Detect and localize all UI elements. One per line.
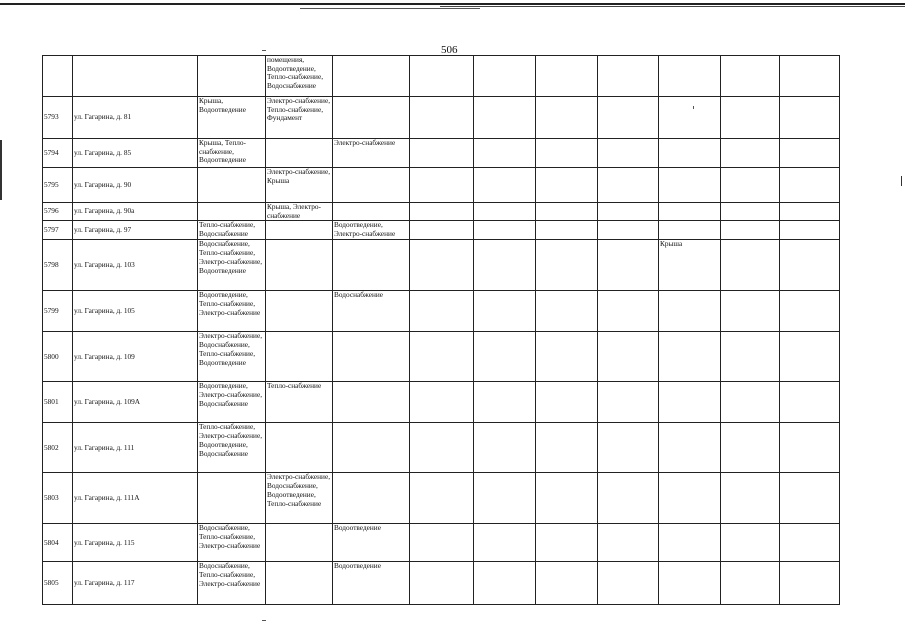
- table-row: [43, 240, 840, 291]
- empty-cell: [780, 203, 840, 221]
- empty-cell: [780, 97, 840, 139]
- works-cell: [266, 139, 333, 168]
- works-cell: Водоснабжение, Тепло-снабжение, Электро-снабжение: [198, 524, 266, 562]
- works-cell: [659, 562, 721, 605]
- address-cell: ул. Гагарина, д. 85: [73, 139, 198, 168]
- works-cell: Электро-снабжение, Тепло-снабжение, Фундамент: [266, 97, 333, 139]
- empty-cell: [598, 524, 659, 562]
- empty-cell: [536, 382, 598, 423]
- empty-cell: [410, 423, 474, 473]
- empty-cell: [536, 473, 598, 524]
- empty-cell: [536, 56, 598, 97]
- empty-cell: [536, 221, 598, 240]
- empty-cell: [721, 97, 780, 139]
- table-row: [43, 291, 840, 332]
- scan-edge-mark: [0, 140, 2, 200]
- empty-cell: [780, 139, 840, 168]
- empty-cell: [474, 168, 536, 203]
- empty-cell: [598, 473, 659, 524]
- address-cell: ул. Гагарина, д. 97: [73, 221, 198, 240]
- empty-cell: [721, 382, 780, 423]
- works-cell: [659, 291, 721, 332]
- empty-cell: [598, 291, 659, 332]
- works-cell: Крыша: [659, 240, 721, 291]
- scan-edge-line: [440, 6, 905, 7]
- works-cell: [266, 291, 333, 332]
- works-cell: Водоотведение: [333, 562, 410, 605]
- empty-cell: [474, 240, 536, 291]
- table-row: [43, 139, 840, 168]
- works-cell: [659, 524, 721, 562]
- empty-cell: [474, 221, 536, 240]
- table-row: [43, 524, 840, 562]
- cell-works: помещения, Водоотведение, Тепло-снабжение, Водоснабжение: [266, 56, 333, 97]
- address-cell: ул. Гагарина, д. 109А: [73, 382, 198, 423]
- empty-cell: [410, 203, 474, 221]
- empty-cell: [536, 562, 598, 605]
- address-cell: ул. Гагарина, д. 90: [73, 168, 198, 203]
- empty-cell: [598, 332, 659, 382]
- empty-cell: [410, 291, 474, 332]
- empty-cell: [598, 97, 659, 139]
- works-cell: Тепло-снабжение: [266, 382, 333, 423]
- table-row: [43, 221, 840, 240]
- empty-cell: [73, 56, 198, 97]
- works-cell: [659, 332, 721, 382]
- row-number: 5795: [43, 168, 73, 203]
- table-row: [43, 203, 840, 221]
- empty-cell: [721, 291, 780, 332]
- empty-cell: [598, 221, 659, 240]
- works-cell: [659, 168, 721, 203]
- works-cell: Водоснабжение, Тепло-снабжение, Электро-снабжение: [198, 562, 266, 605]
- works-cell: [333, 168, 410, 203]
- works-cell: [266, 221, 333, 240]
- empty-cell: [536, 203, 598, 221]
- works-cell: Крыша, Электро-снабжение: [266, 203, 333, 221]
- works-cell: Тепло-снабжение, Водоснабжение: [198, 221, 266, 240]
- empty-cell: [536, 291, 598, 332]
- empty-cell: [721, 562, 780, 605]
- works-cell: [198, 473, 266, 524]
- works-cell: [266, 240, 333, 291]
- works-cell: Водоотведение, Тепло-снабжение, Электро-снабжение: [198, 291, 266, 332]
- empty-cell: [474, 97, 536, 139]
- empty-cell: [536, 240, 598, 291]
- empty-cell: [721, 56, 780, 97]
- empty-cell: [598, 203, 659, 221]
- row-number: 5804: [43, 524, 73, 562]
- empty-cell: [410, 97, 474, 139]
- works-cell: [333, 473, 410, 524]
- empty-cell: [780, 382, 840, 423]
- empty-cell: [721, 168, 780, 203]
- empty-cell: [721, 524, 780, 562]
- works-cell: [266, 562, 333, 605]
- empty-cell: [410, 240, 474, 291]
- address-cell: ул. Гагарина, д. 117: [73, 562, 198, 605]
- empty-cell: [598, 423, 659, 473]
- empty-cell: [474, 291, 536, 332]
- empty-cell: [536, 423, 598, 473]
- works-cell: Водоотведение: [333, 524, 410, 562]
- works-cell: Водоотведение, Электро-снабжение, Водоснабжение: [198, 382, 266, 423]
- empty-cell: [474, 203, 536, 221]
- empty-cell: [410, 139, 474, 168]
- empty-cell: [474, 473, 536, 524]
- register-table: [42, 55, 840, 605]
- works-cell: Водоснабжение: [333, 291, 410, 332]
- empty-cell: [721, 139, 780, 168]
- works-cell: [659, 203, 721, 221]
- row-number: 5793: [43, 97, 73, 139]
- works-cell: Электро-снабжение, Водоснабжение, Водоотведение, Тепло-снабжение: [266, 473, 333, 524]
- empty-cell: [198, 56, 266, 97]
- empty-cell: [721, 473, 780, 524]
- row-number: 5798: [43, 240, 73, 291]
- empty-cell: [474, 56, 536, 97]
- empty-cell: [410, 221, 474, 240]
- empty-cell: [780, 168, 840, 203]
- table-row: [43, 97, 840, 139]
- table-row: [43, 473, 840, 524]
- address-cell: ул. Гагарина, д. 109: [73, 332, 198, 382]
- works-cell: [333, 97, 410, 139]
- works-cell: [659, 382, 721, 423]
- address-cell: ул. Гагарина, д. 103: [73, 240, 198, 291]
- empty-cell: [474, 562, 536, 605]
- works-cell: Тепло-снабжение, Электро-снабжение, Водоотведение, Водоснабжение: [198, 423, 266, 473]
- works-cell: Электро-снабжение, Водоснабжение, Тепло-снабжение, Водоотведение: [198, 332, 266, 382]
- address-cell: ул. Гагарина, д. 90а: [73, 203, 198, 221]
- row-number: 5800: [43, 332, 73, 382]
- empty-cell: [721, 203, 780, 221]
- empty-cell: [780, 524, 840, 562]
- address-cell: ул. Гагарина, д. 115: [73, 524, 198, 562]
- address-cell: ул. Гагарина, д. 111: [73, 423, 198, 473]
- empty-cell: [536, 332, 598, 382]
- row-number: 5797: [43, 221, 73, 240]
- continuation-row: [43, 56, 840, 97]
- table-row: [43, 562, 840, 605]
- works-cell: [333, 423, 410, 473]
- empty-cell: [333, 56, 410, 97]
- empty-cell: [410, 382, 474, 423]
- table-row: [43, 332, 840, 382]
- empty-cell: [410, 332, 474, 382]
- empty-cell: [780, 332, 840, 382]
- works-cell: Водоснабжение, Тепло-снабжение, Электро-снабжение, Водоотведение: [198, 240, 266, 291]
- works-cell: Крыша, Тепло-снабжение, Водоотведение: [198, 139, 266, 168]
- empty-cell: [598, 562, 659, 605]
- empty-cell: [410, 562, 474, 605]
- empty-cell: [474, 139, 536, 168]
- works-cell: [333, 203, 410, 221]
- table-row: [43, 382, 840, 423]
- empty-cell: [721, 332, 780, 382]
- works-cell: [333, 240, 410, 291]
- row-number: 5802: [43, 423, 73, 473]
- empty-cell: [43, 56, 73, 97]
- empty-cell: [598, 56, 659, 97]
- works-cell: [198, 168, 266, 203]
- row-number: 5805: [43, 562, 73, 605]
- address-cell: ул. Гагарина, д. 81: [73, 97, 198, 139]
- table-row: [43, 423, 840, 473]
- works-cell: [333, 332, 410, 382]
- works-cell: [659, 221, 721, 240]
- works-cell: [659, 97, 721, 139]
- empty-cell: [598, 382, 659, 423]
- empty-cell: [536, 139, 598, 168]
- table-row: [43, 168, 840, 203]
- scan-edge-line: [0, 3, 905, 5]
- scan-speck: [262, 620, 266, 621]
- works-cell: [333, 382, 410, 423]
- empty-cell: [410, 168, 474, 203]
- empty-cell: [598, 139, 659, 168]
- scan-speck: [262, 50, 266, 51]
- empty-cell: [410, 473, 474, 524]
- scan-edge-line: [300, 8, 480, 9]
- page-number: 506: [441, 44, 458, 56]
- empty-cell: [780, 240, 840, 291]
- empty-cell: [780, 473, 840, 524]
- empty-cell: [780, 56, 840, 97]
- address-cell: ул. Гагарина, д. 111А: [73, 473, 198, 524]
- empty-cell: [780, 562, 840, 605]
- empty-cell: [598, 168, 659, 203]
- works-cell: Водоотведение, Электро-снабжение: [333, 221, 410, 240]
- row-number: 5801: [43, 382, 73, 423]
- empty-cell: [721, 423, 780, 473]
- empty-cell: [474, 332, 536, 382]
- row-number: 5799: [43, 291, 73, 332]
- empty-cell: [721, 221, 780, 240]
- empty-cell: [536, 524, 598, 562]
- empty-cell: [780, 221, 840, 240]
- empty-cell: [474, 382, 536, 423]
- empty-cell: [598, 240, 659, 291]
- works-cell: Электро-снабжение, Крыша: [266, 168, 333, 203]
- empty-cell: [410, 524, 474, 562]
- row-number: 5794: [43, 139, 73, 168]
- address-cell: ул. Гагарина, д. 105: [73, 291, 198, 332]
- works-cell: Электро-снабжение: [333, 139, 410, 168]
- works-cell: [198, 203, 266, 221]
- empty-cell: [536, 97, 598, 139]
- empty-cell: [536, 168, 598, 203]
- empty-cell: [474, 423, 536, 473]
- works-cell: [266, 524, 333, 562]
- works-cell: [659, 139, 721, 168]
- works-cell: [266, 423, 333, 473]
- empty-cell: [780, 291, 840, 332]
- scan-edge-mark: [901, 176, 902, 186]
- empty-cell: [780, 423, 840, 473]
- empty-cell: [659, 56, 721, 97]
- row-number: 5803: [43, 473, 73, 524]
- row-number: 5796: [43, 203, 73, 221]
- empty-cell: [410, 56, 474, 97]
- works-cell: [659, 473, 721, 524]
- works-cell: [266, 332, 333, 382]
- works-cell: Крыша, Водоотведение: [198, 97, 266, 139]
- empty-cell: [721, 240, 780, 291]
- works-cell: [659, 423, 721, 473]
- empty-cell: [474, 524, 536, 562]
